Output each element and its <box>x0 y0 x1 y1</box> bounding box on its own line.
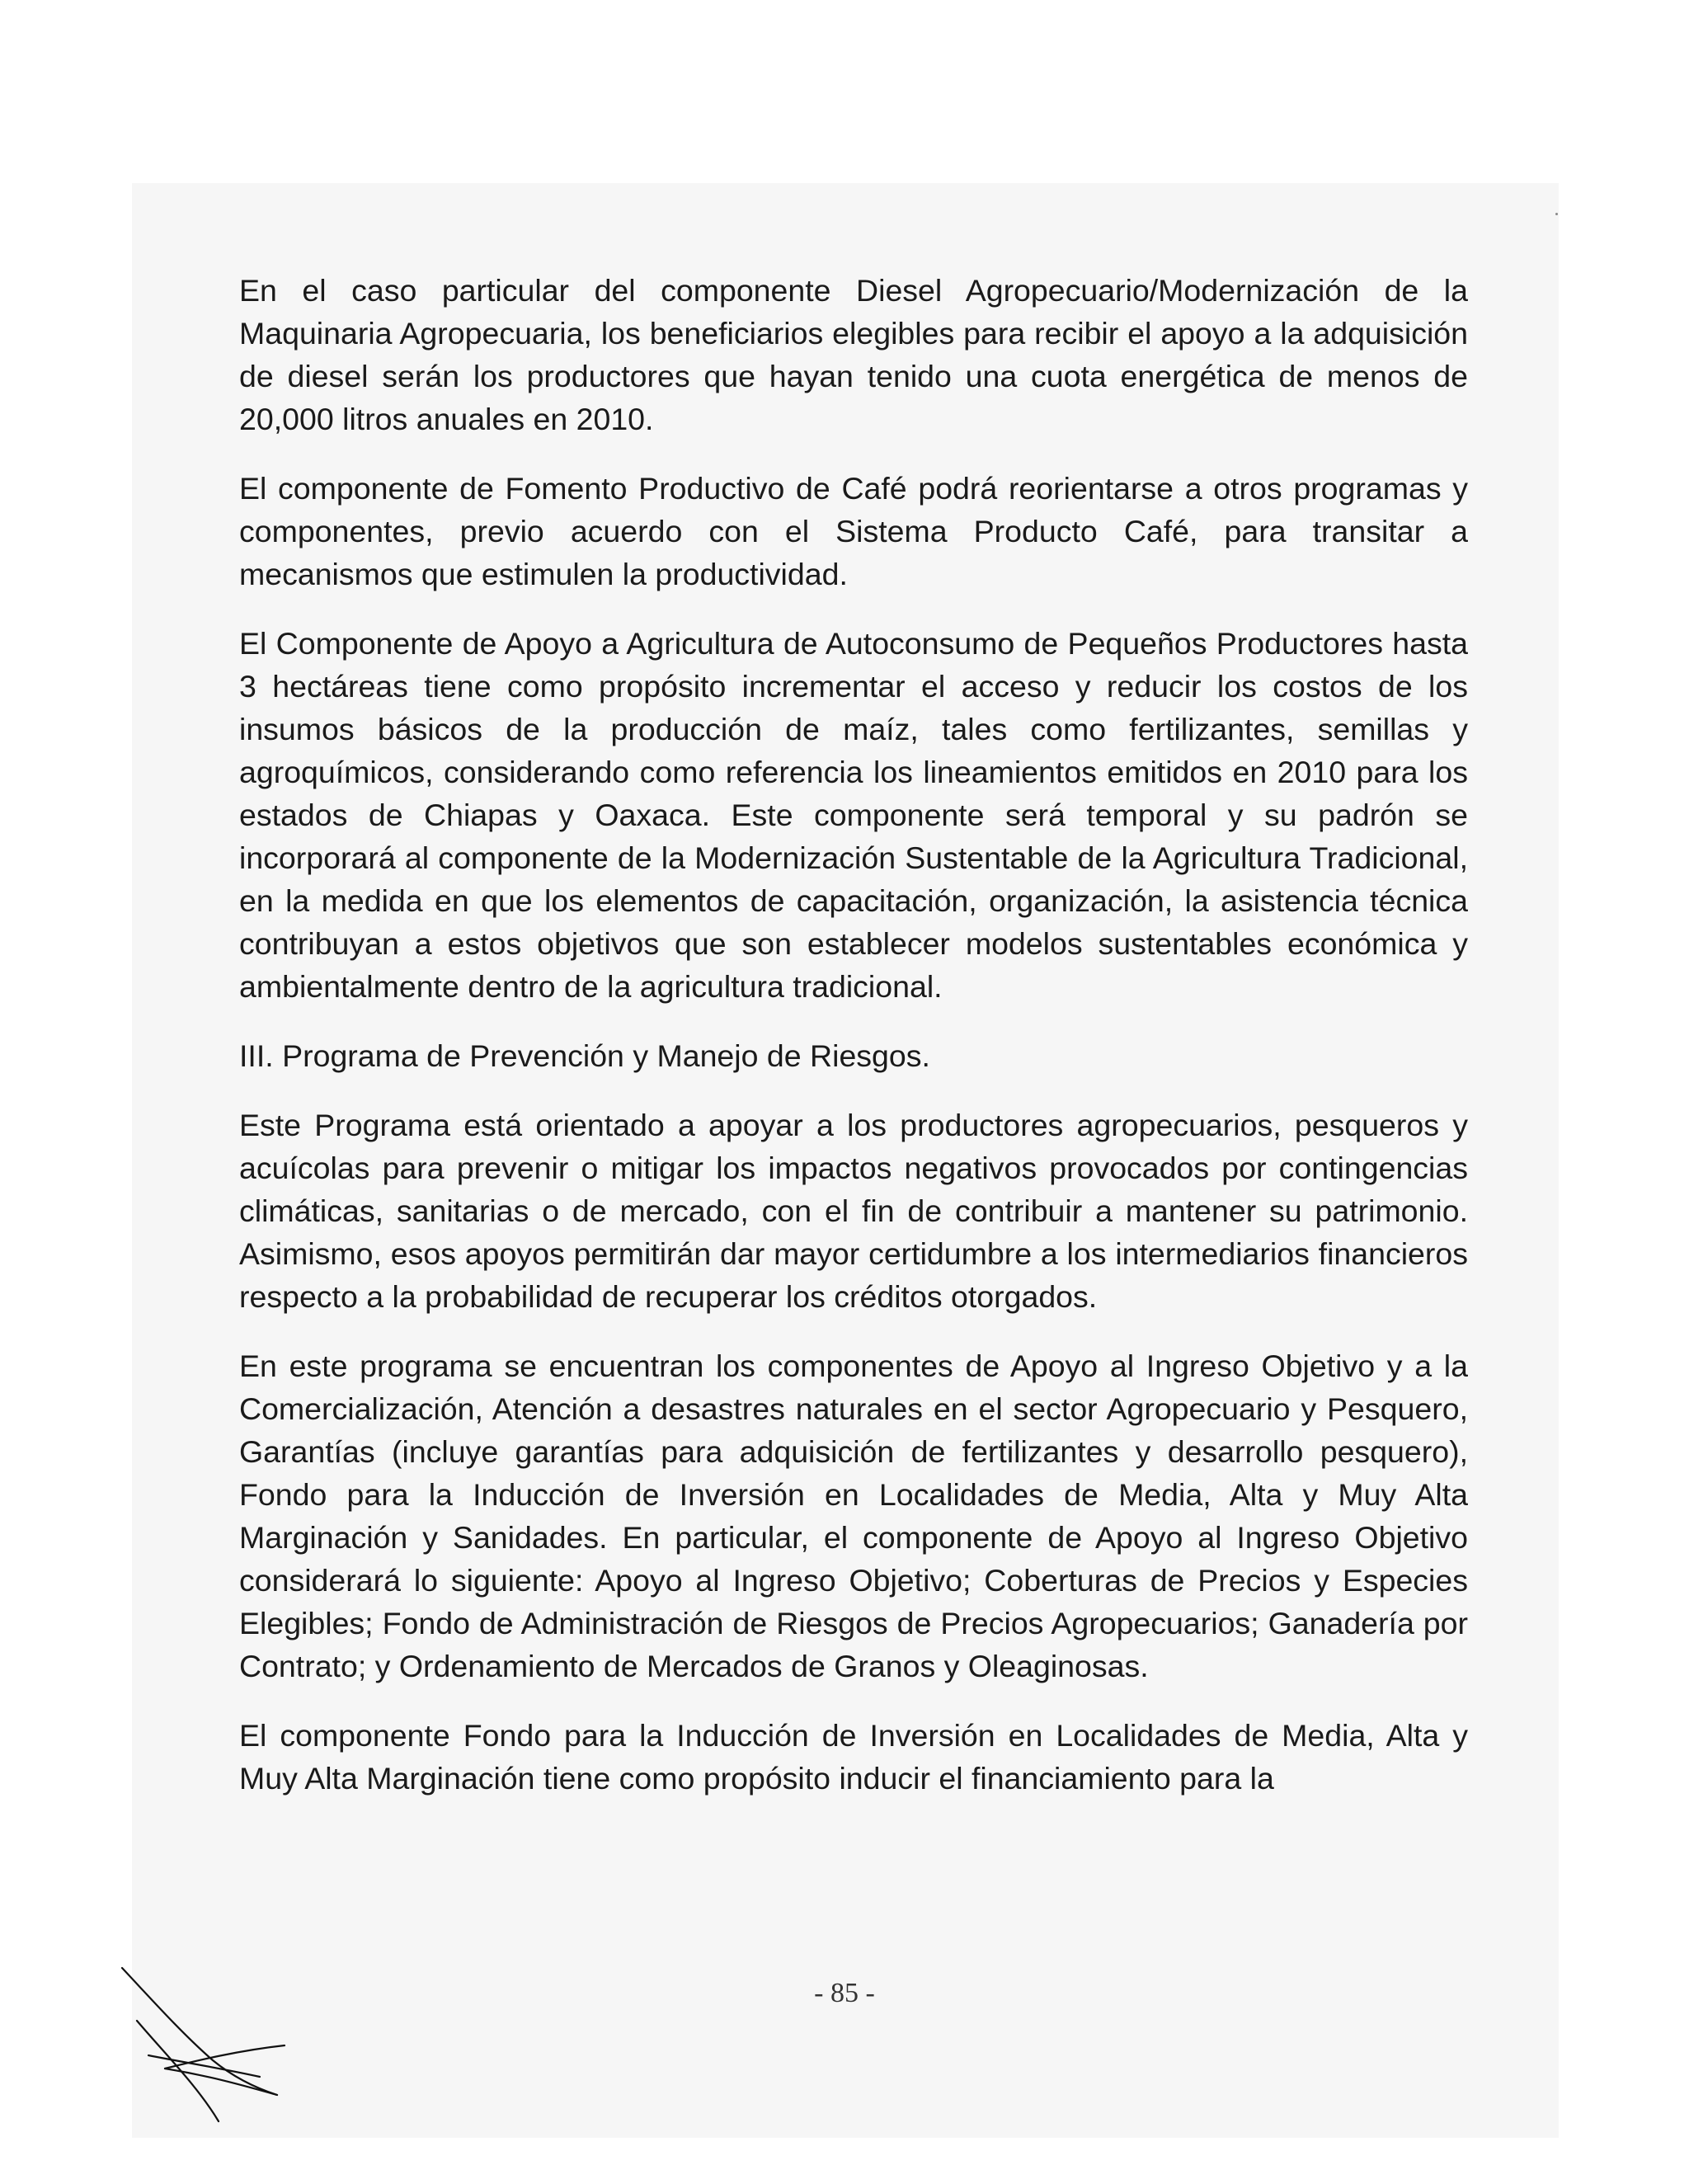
body-text <box>239 269 1468 1826</box>
paragraph-diesel: En el caso particular del componente Diesel Agropecuario/Modernización de la Maquinaria Agropecuaria, los beneficiarios elegibles para recibir el apoyo a la adquisición de diesel serán los productores que hayan tenido una cuota energética de menos de 20,000 litros anuales en 2010. <box>239 273 1468 436</box>
signature-mark <box>115 1963 297 2128</box>
scan-speck <box>1555 213 1558 215</box>
paragraph-programa-orientado: Este Programa está orientado a apoyar a los productores agropecuarios, pesqueros y acuícolas para prevenir o mitigar los impactos negativos provocados por contingencias climáticas, sanitarias o de mercado, con el fin de contribuir a mantener su patrimonio. Asimismo, esos apoyos permitirán dar mayor certidumbre a los intermediarios financieros respecto a la probabilidad de recuperar los créditos otorgados. <box>239 1108 1468 1314</box>
paragraph-fondo-induccion: El componente Fondo para la Inducción de Inversión en Localidades de Media, Alta y Muy Alta Marginación tiene como propósito inducir el financiamiento para la <box>239 1718 1468 1796</box>
paragraph-autoconsumo: El Componente de Apoyo a Agricultura de Autoconsumo de Pequeños Productores hasta 3 hectáreas tiene como propósito incrementar el acceso y reducir los costos de los insumos básicos de la producción de maíz, tales como fertilizantes, semillas y agroquímicos, considerando como referencia los lineamientos emitidos en 2010 para los estados de Chiapas y Oaxaca. Este componente será temporal y su padrón se incorporará al componente de la Modernización Sustentable de la Agricultura Tradicional, en la medida en que los elementos de capacitación, organización, la asistencia técnica contribuyan a estos objetivos que son establecer modelos sustentables económica y ambientalmente dentro de la agricultura tradicional. <box>239 626 1468 1004</box>
paragraph-cafe: El componente de Fomento Productivo de Café podrá reorientarse a otros programas y componentes, previo acuerdo con el Sistema Producto Café, para transitar a mecanismos que estimulen la productividad. <box>239 471 1468 591</box>
section-heading-riesgos: III. Programa de Prevención y Manejo de Riesgos. <box>239 1038 930 1073</box>
paragraph-componentes: En este programa se encuentran los componentes de Apoyo al Ingreso Objetivo y a la Comercialización, Atención a desastres naturales en el sector Agropecuario y Pesquero, Garantías (incluye garantías para adquisición de fertilizantes y desarrollo pesquero), Fondo para la Inducción de Inversión en Localidades de Media, Alta y Muy Alta Marginación y Sanidades. En particular, el componente de Apoyo al Ingreso Objetivo considerará lo siguiente: Apoyo al Ingreso Objetivo; Coberturas de Precios y Especies Elegibles; Fondo de Administración de Riesgos de Precios Agropecuarios; Ganadería por Contrato; y Ordenamiento de Mercados de Granos y Oleaginosas. <box>239 1349 1468 1683</box>
page-number: - 85 - <box>814 1978 875 2008</box>
